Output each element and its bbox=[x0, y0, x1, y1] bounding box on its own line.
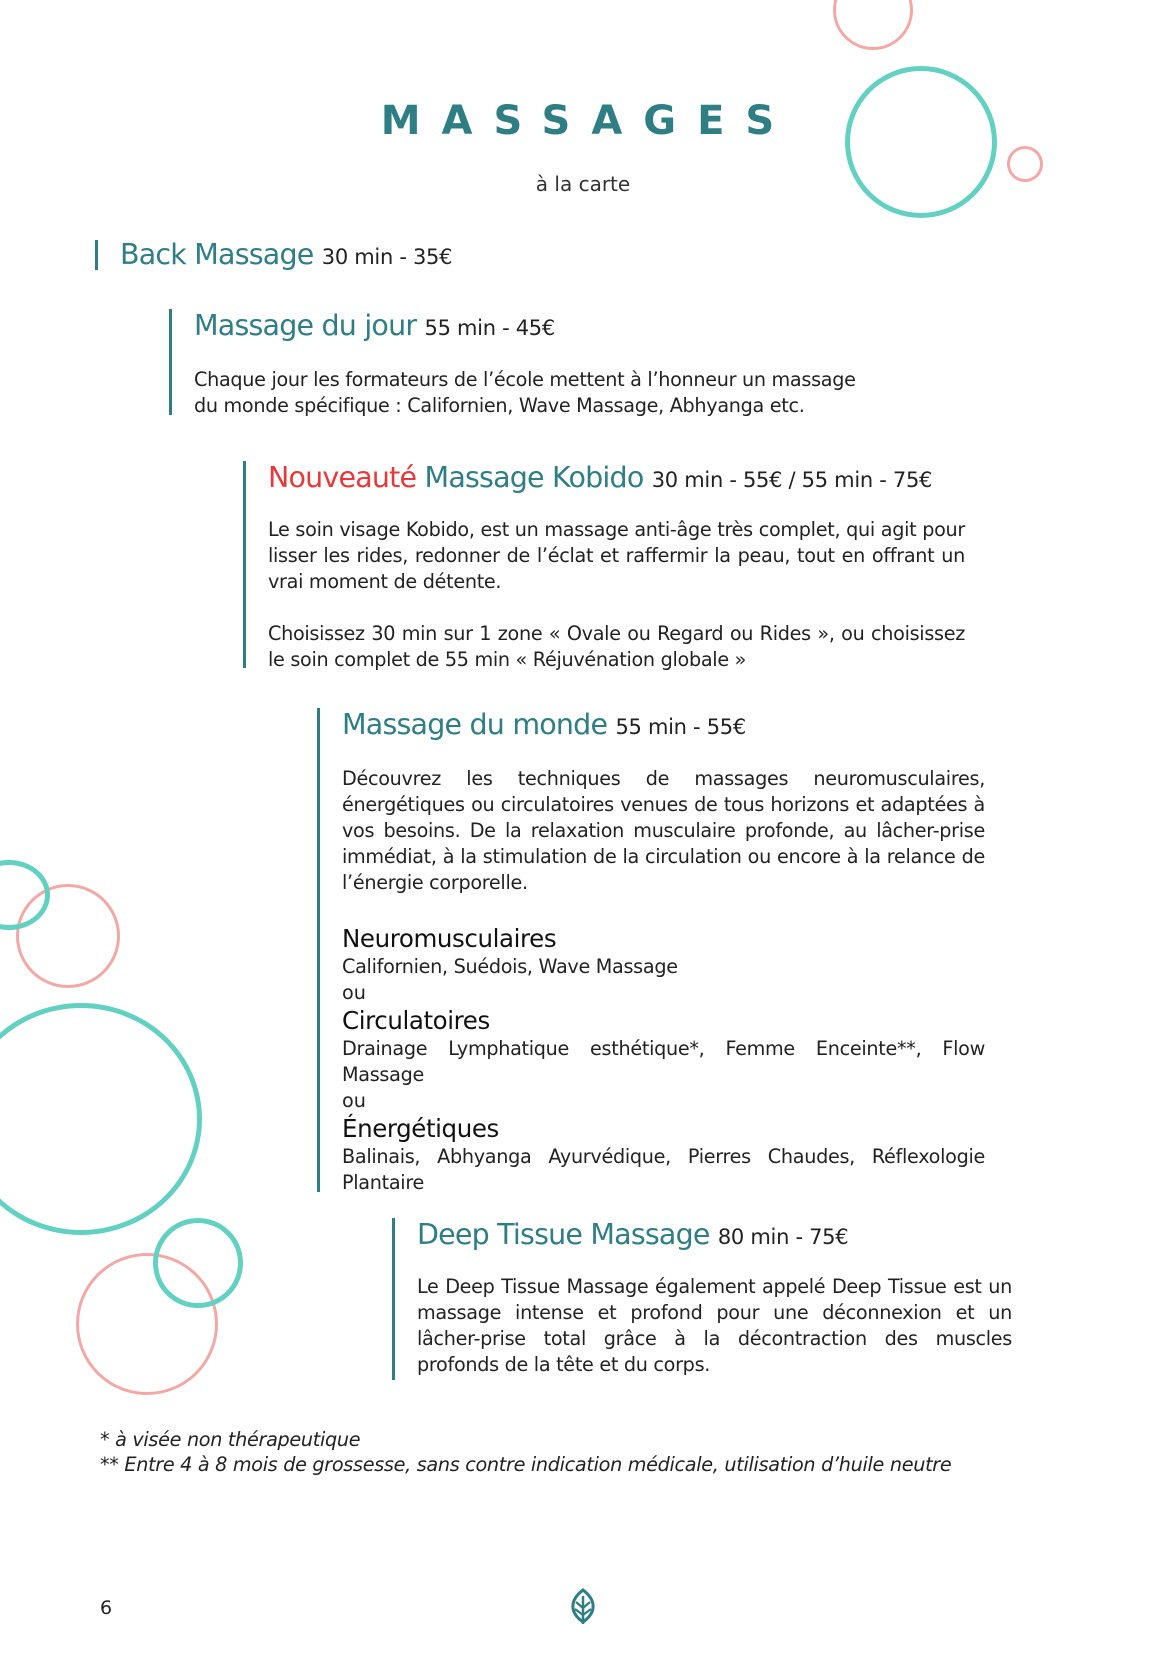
decor-circle bbox=[833, 0, 913, 50]
massage-description: Le soin visage Kobido, est un massage anti-âge très complet, qui agit pour lisser les rides, redonner de l’éclat et raffermir la peau, tout en offrant un vrai moment de détente. bbox=[268, 518, 965, 593]
section-deep-tissue bbox=[392, 1218, 1012, 1380]
massage-name: Massage du jour bbox=[194, 309, 417, 342]
massage-description: Le Deep Tissue Massage également appelé Deep Tissue est un massage intense et profond pour une déconnexion et un lâcher-prise total grâce à la décontraction des muscles profonds de la tête et du corps. bbox=[417, 1275, 1012, 1376]
section-massage-du-monde bbox=[317, 708, 985, 1192]
new-badge: Nouveauté bbox=[268, 461, 417, 494]
leaf-icon bbox=[566, 1588, 600, 1626]
massage-price: 30 min - 55€ / 55 min - 75€ bbox=[651, 468, 933, 492]
decor-circle bbox=[153, 1218, 243, 1308]
or-label: ou bbox=[342, 981, 366, 1004]
page-number: 6 bbox=[100, 1597, 113, 1619]
section-massage-kobido bbox=[243, 461, 965, 671]
category-title: Circulatoires bbox=[342, 1006, 490, 1035]
massage-name: Massage Kobido bbox=[424, 461, 644, 494]
page-title: MASSAGES bbox=[380, 98, 796, 144]
section-massage-du-jour bbox=[169, 309, 869, 415]
massage-name: Deep Tissue Massage bbox=[417, 1218, 710, 1251]
category-items: Drainage Lymphatique esthétique*, Femme Enceinte**, Flow Massage bbox=[342, 1037, 985, 1086]
massage-price: 30 min - 35€ bbox=[321, 245, 453, 269]
massage-name: Massage du monde bbox=[342, 708, 608, 741]
massage-options: Choisissez 30 min sur 1 zone « Ovale ou Regard ou Rides », ou choisissez le soin complet de 55 min « Réjuvénation globale » bbox=[268, 622, 965, 671]
footnote: ** Entre 4 à 8 mois de grossesse, sans contre indication médicale, utilisation d’huile neutre bbox=[100, 1453, 952, 1476]
massage-description: Découvrez les techniques de massages neuromusculaires, énergétiques ou circulatoires venues de tous horizons et adaptées à vos besoins. De la relaxation musculaire profonde, au lâcher-prise immédiat, à la stimulation de la circulation ou encore à la relance de l’énergie corporelle. bbox=[342, 767, 985, 894]
massage-price: 55 min - 45€ bbox=[424, 316, 555, 340]
category-items: Californien, Suédois, Wave Massage bbox=[342, 955, 678, 978]
massage-price: 80 min - 75€ bbox=[717, 1225, 849, 1249]
category-items: Balinais, Abhyanga Ayurvédique, Pierres Chaudes, Réflexologie Plantaire bbox=[342, 1145, 985, 1194]
decor-circle bbox=[0, 1003, 202, 1235]
massage-name: Back Massage bbox=[120, 238, 314, 271]
page-subtitle: à la carte bbox=[535, 172, 631, 196]
category-title: Énergétiques bbox=[342, 1114, 499, 1143]
category-title: Neuromusculaires bbox=[342, 924, 557, 953]
footnote: * à visée non thérapeutique bbox=[100, 1428, 361, 1451]
or-label: ou bbox=[342, 1089, 366, 1112]
massage-price: 55 min - 55€ bbox=[615, 715, 746, 739]
massage-description: Chaque jour les formateurs de l’école mettent à l’honneur un massage du monde spécifique : Californien, Wave Massage, Abhyanga etc. bbox=[194, 368, 856, 417]
section-back-massage bbox=[95, 240, 595, 270]
